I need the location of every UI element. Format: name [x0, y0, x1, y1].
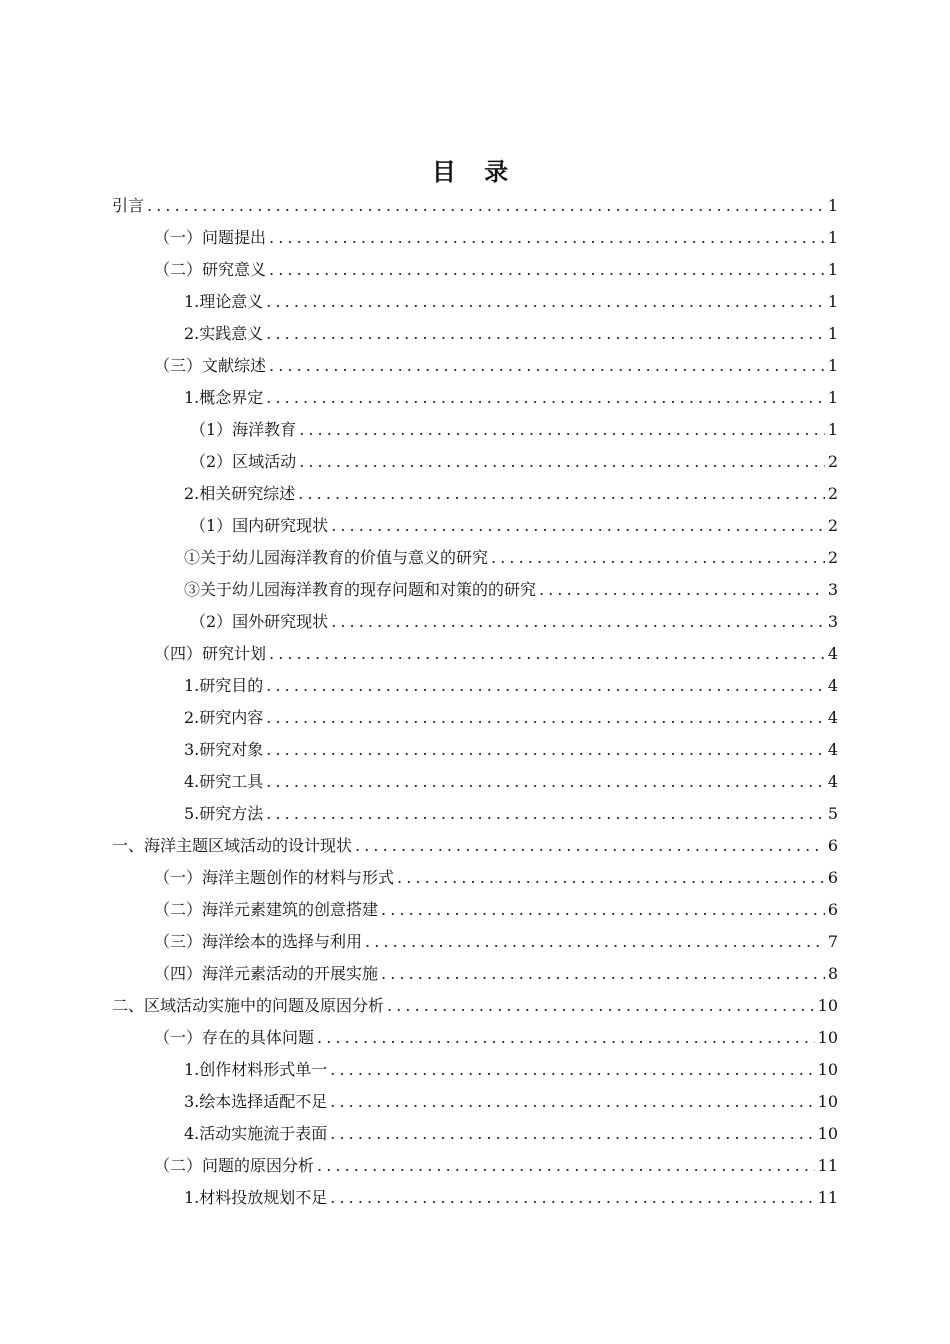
toc-entry-label: 引言 — [112, 196, 145, 215]
toc-dot-leader — [539, 574, 825, 606]
toc-entry — [112, 350, 838, 382]
toc-entry-label: 3.研究对象 — [184, 740, 264, 759]
toc-entry-page-number: 4 — [827, 708, 838, 727]
toc-entry-page-number: 4 — [827, 676, 838, 695]
toc-entry — [112, 1118, 838, 1150]
toc-entry-label: 2.实践意义 — [184, 324, 264, 343]
toc-entry — [112, 830, 838, 862]
toc-entry-page-number: 4 — [827, 644, 838, 663]
toc-dot-leader — [330, 1182, 814, 1214]
toc-entry-page-number: 11 — [817, 1188, 838, 1207]
toc-entry — [112, 958, 838, 990]
toc-dot-leader — [397, 862, 825, 894]
toc-dot-leader — [381, 894, 825, 926]
toc-entry-label: （1）海洋教育 — [190, 420, 297, 439]
toc-entry — [112, 190, 838, 222]
toc-entry-label: ③关于幼儿园海洋教育的现存问题和对策的的研究 — [184, 580, 537, 599]
toc-dot-leader — [266, 670, 825, 702]
toc-entry-label: （一）存在的具体问题 — [154, 1028, 315, 1047]
toc-dot-leader — [365, 926, 825, 958]
toc-dot-leader — [381, 958, 825, 990]
toc-entry — [112, 670, 838, 702]
toc-dot-leader — [266, 734, 825, 766]
toc-entry — [112, 798, 838, 830]
toc-entry-page-number: 2 — [827, 484, 838, 503]
toc-entry-page-number: 1 — [827, 324, 838, 343]
toc-entry-label: 1.概念界定 — [184, 388, 264, 407]
toc-entry — [112, 606, 838, 638]
toc-entry — [112, 542, 838, 574]
toc-entry-page-number: 3 — [827, 580, 838, 599]
toc-entry-label: （二）问题的原因分析 — [154, 1156, 315, 1175]
toc-entry-label: 1.理论意义 — [184, 292, 264, 311]
toc-entry-page-number: 10 — [817, 1124, 838, 1143]
toc-dot-leader — [387, 990, 815, 1022]
toc-entry-label: （1）国内研究现状 — [190, 516, 329, 535]
toc-dot-leader — [330, 1086, 814, 1118]
toc-entry-page-number: 1 — [827, 196, 838, 215]
toc-dot-leader — [491, 542, 825, 574]
toc-entry — [112, 926, 838, 958]
toc-entry-page-number: 10 — [817, 1092, 838, 1111]
toc-entry-label: ①关于幼儿园海洋教育的价值与意义的研究 — [184, 548, 489, 567]
toc-dot-leader — [331, 606, 825, 638]
toc-entry — [112, 574, 838, 606]
toc-entry-page-number: 2 — [827, 452, 838, 471]
toc-entry-label: 二、区域活动实施中的问题及原因分析 — [112, 996, 385, 1015]
toc-entry-label: （三）海洋绘本的选择与利用 — [154, 932, 363, 951]
toc-dot-leader — [266, 382, 825, 414]
toc-entry-label: （2）区域活动 — [190, 452, 297, 471]
toc-entry-label: 3.绘本选择适配不足 — [184, 1092, 328, 1111]
toc-entry — [112, 510, 838, 542]
toc-entry-label: （二）研究意义 — [154, 260, 267, 279]
toc-entry-label: 4.研究工具 — [184, 772, 264, 791]
toc-dot-leader — [266, 766, 825, 798]
toc-dot-leader — [266, 702, 825, 734]
toc-dot-leader — [269, 222, 825, 254]
toc-dot-leader — [266, 318, 825, 350]
toc-title: 目 录 — [431, 158, 519, 186]
toc-entry-page-number: 6 — [827, 868, 838, 887]
toc-entry-label: 一、海洋主题区域活动的设计现状 — [112, 836, 353, 855]
toc-entry-page-number: 3 — [827, 612, 838, 631]
toc-entry-label: 5.研究方法 — [184, 804, 264, 823]
toc-entry-label: 1.研究目的 — [184, 676, 264, 695]
toc-entry-page-number: 1 — [827, 388, 838, 407]
toc-dot-leader — [355, 830, 825, 862]
toc-entry — [112, 286, 838, 318]
toc-dot-leader — [147, 190, 825, 222]
toc-entry — [112, 1022, 838, 1054]
toc-entry — [112, 254, 838, 286]
toc-entry-page-number: 1 — [827, 356, 838, 375]
toc-dot-leader — [266, 286, 825, 318]
toc-entry-page-number: 1 — [827, 260, 838, 279]
toc-entry — [112, 382, 838, 414]
toc-entry-page-number: 1 — [827, 228, 838, 247]
toc-entry-label: （四）海洋元素活动的开展实施 — [154, 964, 379, 983]
toc-dot-leader — [330, 1054, 814, 1086]
toc-entry-page-number: 6 — [827, 836, 838, 855]
toc-entry-page-number: 1 — [827, 292, 838, 311]
toc-dot-leader — [317, 1150, 815, 1182]
toc-entry — [112, 990, 838, 1022]
toc-entry — [112, 1086, 838, 1118]
toc-entry-page-number: 8 — [827, 964, 838, 983]
toc-entry-label: （三）文献综述 — [154, 356, 267, 375]
toc-entry — [112, 638, 838, 670]
toc-entry-label: （一）海洋主题创作的材料与形式 — [154, 868, 395, 887]
toc-dot-leader — [299, 446, 825, 478]
toc-dot-leader — [269, 350, 825, 382]
toc-entry — [112, 862, 838, 894]
toc-entry-label: 2.研究内容 — [184, 708, 264, 727]
toc-entry-page-number: 2 — [827, 548, 838, 567]
toc-entry — [112, 894, 838, 926]
toc-entry-label: 2.相关研究综述 — [184, 484, 296, 503]
toc-entry-page-number: 10 — [817, 996, 838, 1015]
toc-dot-leader — [331, 510, 825, 542]
toc-entry-label: （一）问题提出 — [154, 228, 267, 247]
toc-entry — [112, 446, 838, 478]
toc-entry — [112, 478, 838, 510]
toc-entry-label: （2）国外研究现状 — [190, 612, 329, 631]
toc-entry-page-number: 11 — [817, 1156, 838, 1175]
toc-entry-label: 4.活动实施流于表面 — [184, 1124, 328, 1143]
toc-dot-leader — [266, 798, 825, 830]
toc-dot-leader — [299, 414, 825, 446]
toc-entry-page-number: 1 — [827, 420, 838, 439]
toc-entry — [112, 1150, 838, 1182]
toc-dot-leader — [330, 1118, 814, 1150]
toc-entry-label: 1.创作材料形式单一 — [184, 1060, 328, 1079]
toc-entry-page-number: 7 — [827, 932, 838, 951]
toc-entry-page-number: 2 — [827, 516, 838, 535]
toc-entry-page-number: 6 — [827, 900, 838, 919]
toc-dot-leader — [269, 638, 825, 670]
toc-entry-page-number: 4 — [827, 740, 838, 759]
toc-entry-page-number: 4 — [827, 772, 838, 791]
toc-entry-page-number: 5 — [827, 804, 838, 823]
toc-entry — [112, 1182, 838, 1214]
toc-entry — [112, 222, 838, 254]
toc-entry — [112, 414, 838, 446]
toc-entry — [112, 702, 838, 734]
toc-entry-label: （四）研究计划 — [154, 644, 267, 663]
toc-entry-label: 1.材料投放规划不足 — [184, 1188, 328, 1207]
toc-entry — [112, 318, 838, 350]
toc-dot-leader — [269, 254, 825, 286]
toc-entry — [112, 766, 838, 798]
toc-entry-page-number: 10 — [817, 1028, 838, 1047]
toc-entry-page-number: 10 — [817, 1060, 838, 1079]
toc-dot-leader — [298, 478, 825, 510]
toc-entry-label: （二）海洋元素建筑的创意搭建 — [154, 900, 379, 919]
toc-list — [112, 190, 838, 1214]
toc-entry — [112, 734, 838, 766]
toc-dot-leader — [317, 1022, 815, 1054]
toc-entry — [112, 1054, 838, 1086]
